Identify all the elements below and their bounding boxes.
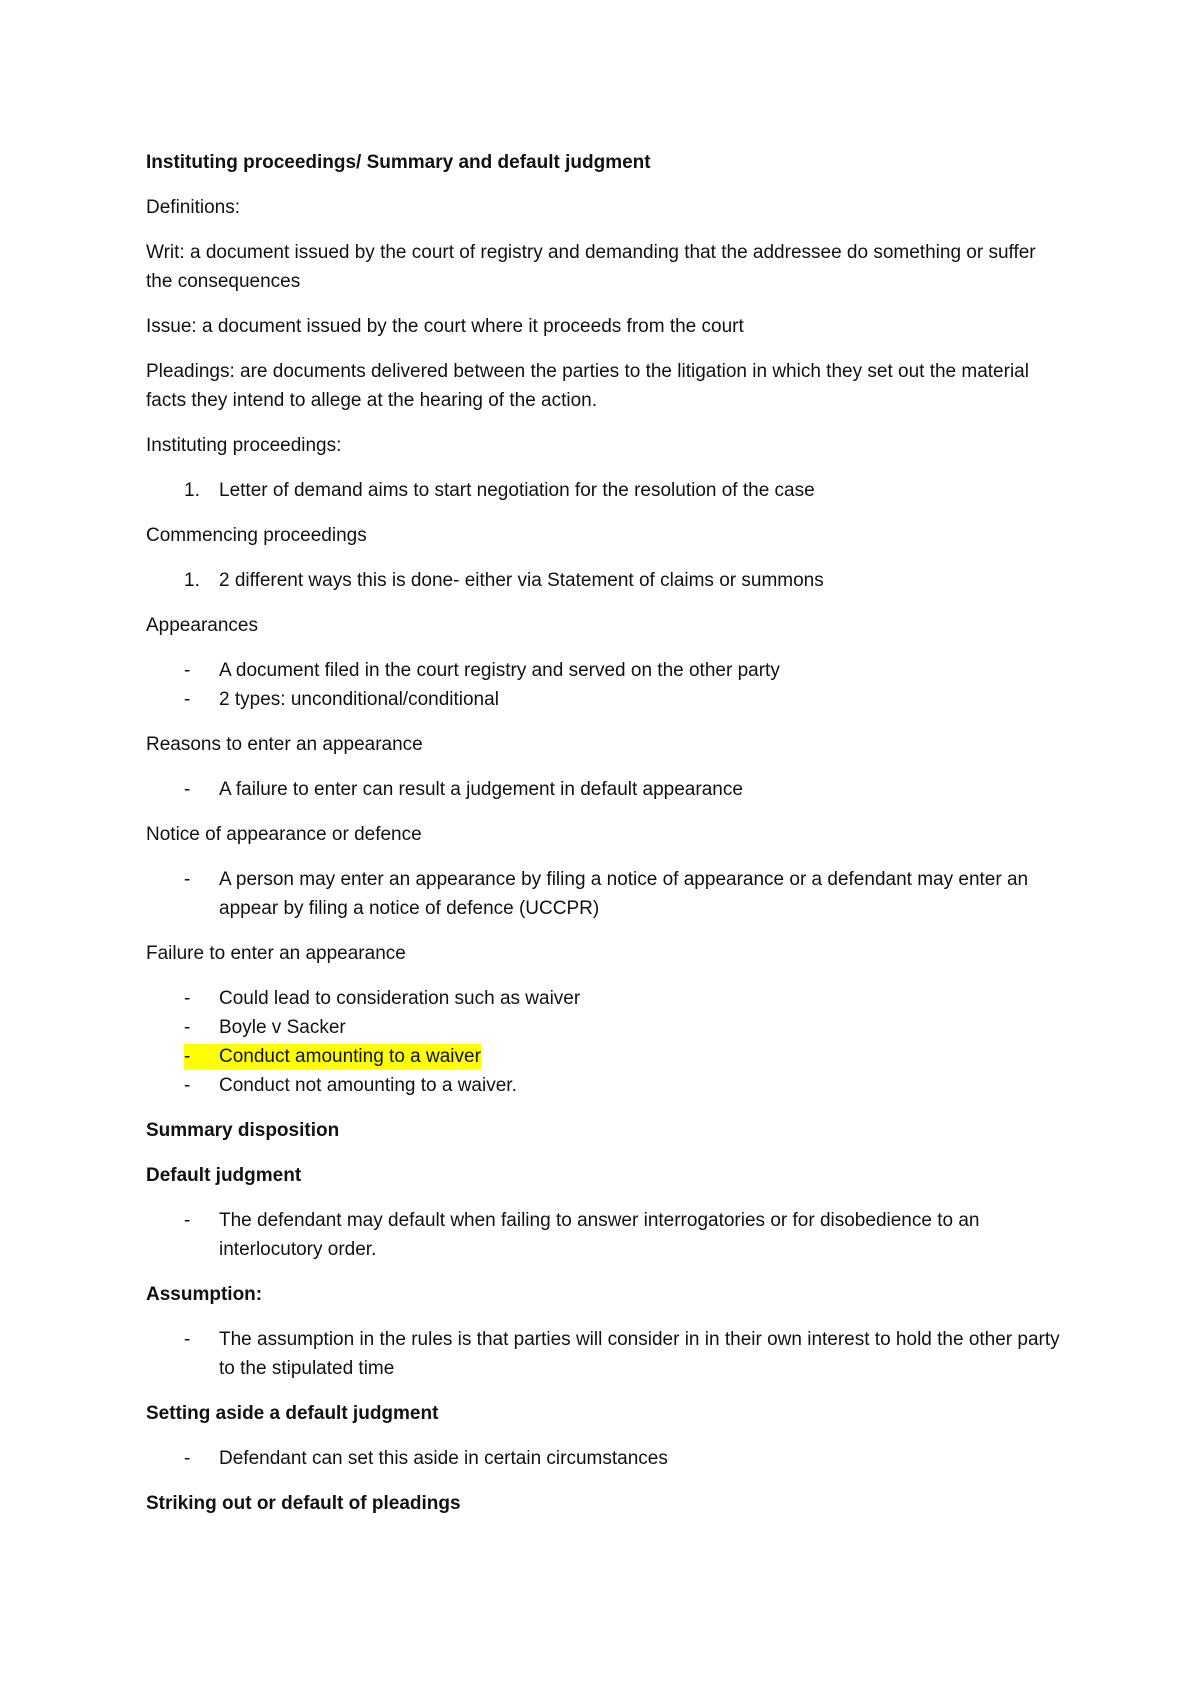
bullet-dash: - — [184, 660, 191, 681]
list-item-text: Boyle v Sacker — [219, 1017, 346, 1038]
notice-heading: Notice of appearance or defence — [146, 824, 422, 845]
document-title: Instituting proceedings/ Summary and default judgment — [146, 152, 651, 173]
list-item — [146, 1071, 1066, 1100]
list-item — [146, 1325, 1066, 1383]
list-item-text: The assumption in the rules is that parties will consider in in their own interest to hold the other party to the stipulated time — [219, 1329, 1060, 1379]
reasons-list — [146, 775, 1066, 804]
list-item-text: A person may enter an appearance by filing a notice of appearance or a defendant may enter an appear by filing a notice of defence (UCCPR) — [219, 869, 1029, 919]
striking-heading: Striking out or default of pleadings — [146, 1493, 461, 1514]
bullet-dash: - — [184, 1210, 191, 1231]
definition-writ: Writ: a document issued by the court of registry and demanding that the addressee do something or suffer the consequences — [146, 242, 1036, 292]
list-item — [146, 1444, 1066, 1473]
list-item-text: Could lead to consideration such as waiver — [219, 988, 581, 1009]
list-item-text: Letter of demand aims to start negotiation for the resolution of the case — [219, 480, 815, 501]
commencing-heading: Commencing proceedings — [146, 525, 367, 546]
list-item-text: 2 types: unconditional/conditional — [219, 689, 499, 710]
definitions-heading: Definitions: — [146, 197, 240, 218]
assumption-heading: Assumption: — [146, 1284, 263, 1305]
reasons-heading: Reasons to enter an appearance — [146, 734, 423, 755]
bullet-dash: - — [184, 1046, 191, 1067]
list-item — [146, 1206, 1066, 1264]
instituting-heading: Instituting proceedings: — [146, 435, 342, 456]
list-item-text: A failure to enter can result a judgement in default appearance — [219, 779, 743, 800]
list-item — [146, 476, 1066, 505]
default-judgment-heading: Default judgment — [146, 1165, 302, 1186]
commencing-list — [146, 566, 1066, 595]
notice-list — [146, 865, 1066, 923]
list-item — [146, 984, 1066, 1013]
default-judgment-list — [146, 1206, 1066, 1264]
appearances-list — [146, 656, 1066, 714]
list-item-text: Defendant can set this aside in certain circumstances — [219, 1448, 668, 1469]
instituting-list — [146, 476, 1066, 505]
setting-aside-heading: Setting aside a default judgment — [146, 1403, 439, 1424]
definition-pleadings: Pleadings: are documents delivered between the parties to the litigation in which they set out the material facts they intend to allege at the hearing of the action. — [146, 361, 1029, 411]
list-item-text: A document filed in the court registry and served on the other party — [219, 660, 780, 681]
list-number: 1. — [184, 480, 200, 501]
list-item — [146, 656, 1066, 685]
list-item — [146, 685, 1066, 714]
failure-list — [146, 984, 1066, 1100]
bullet-dash: - — [184, 1448, 191, 1469]
list-item-text: Conduct not amounting to a waiver. — [219, 1075, 517, 1096]
bullet-dash: - — [184, 869, 191, 890]
bullet-dash: - — [184, 689, 191, 710]
failure-heading: Failure to enter an appearance — [146, 943, 406, 964]
highlighted-list-item — [146, 1042, 1066, 1071]
list-item — [146, 865, 1066, 923]
list-item-text: Conduct amounting to a waiver — [219, 1046, 481, 1067]
list-item — [146, 775, 1066, 804]
appearances-heading: Appearances — [146, 615, 258, 636]
bullet-dash: - — [184, 1017, 191, 1038]
list-item-text: 2 different ways this is done- either via Statement of claims or summons — [219, 570, 824, 591]
bullet-dash: - — [184, 988, 191, 1009]
setting-aside-list — [146, 1444, 1066, 1473]
list-number: 1. — [184, 570, 200, 591]
list-item — [146, 566, 1066, 595]
bullet-dash: - — [184, 1329, 191, 1350]
bullet-dash: - — [184, 1075, 191, 1096]
list-item-text: The defendant may default when failing to answer interrogatories or for disobedience to an interlocutory order. — [219, 1210, 980, 1260]
summary-heading: Summary disposition — [146, 1120, 340, 1141]
assumption-list — [146, 1325, 1066, 1383]
document-body — [146, 148, 1066, 1534]
bullet-dash: - — [184, 779, 191, 800]
definition-issue: Issue: a document issued by the court where it proceeds from the court — [146, 316, 744, 337]
list-item — [146, 1013, 1066, 1042]
